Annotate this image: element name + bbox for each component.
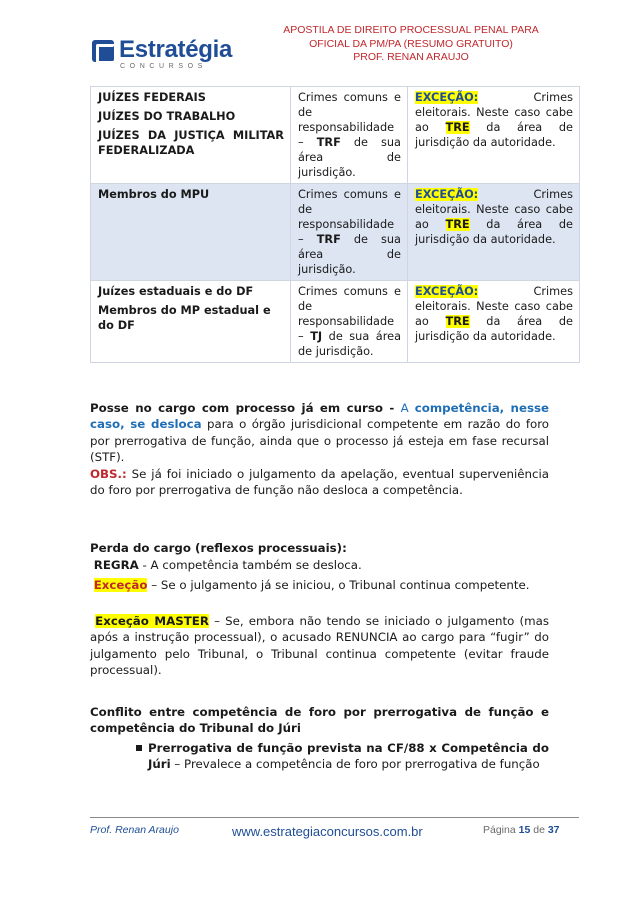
authority-line: Juízes estaduais e do DF (98, 285, 254, 298)
logo-subtitle: CONCURSOS (120, 63, 207, 70)
bullet-bold: Prerrogativa de função prevista na CF/88 x Competência do Júri (148, 741, 549, 772)
authority-cell (91, 281, 291, 363)
page-total: 37 (547, 824, 560, 836)
exception-cell (408, 184, 580, 281)
footer-divider (90, 817, 579, 818)
competence-table (90, 86, 580, 363)
exception-cell (408, 281, 580, 363)
footer-author: Prof. Renan Araujo (90, 824, 179, 836)
crimes-court: TRF (316, 136, 341, 149)
square-bullet-icon (136, 745, 142, 751)
bullet-text: – Prevalece a competência de foro por prerrogativa de função (170, 757, 540, 772)
exception-suffix: da área de jurisdição da autoridade. (415, 121, 573, 149)
footer-page-number (483, 824, 560, 836)
regra-paragraph (90, 557, 549, 573)
list-item (148, 740, 549, 773)
page-word: Página (483, 824, 516, 836)
document-header-title (275, 24, 547, 65)
header-title-line: PROF. RENAN ARAUJO (353, 51, 469, 63)
authority-line: Membros do MP estadual e do DF (98, 304, 271, 332)
master-label: Exceção MASTER (95, 614, 209, 628)
master-paragraph (90, 613, 549, 678)
excecao-text: – Se o julgamento já se iniciou, o Tribunal continua competente. (147, 578, 530, 592)
excecao-label: Exceção (93, 578, 148, 592)
estrategia-logo-icon (92, 40, 114, 62)
posse-paragraph (90, 400, 549, 465)
authority-line: JUÍZES FEDERAIS (98, 91, 206, 104)
authority-line: Membros do MPU (98, 188, 210, 201)
crimes-cell (291, 184, 408, 281)
crimes-prefix: Crimes comuns e de responsabilidade – (298, 91, 401, 149)
obs-label: OBS.: (90, 467, 127, 481)
crimes-court: TRF (316, 233, 341, 246)
page-current: 15 (518, 824, 531, 836)
authority-cell (91, 87, 291, 184)
header-title-line: OFICIAL DA PM/PA (RESUMO GRATUITO) (309, 37, 513, 50)
exception-label: EXCEÇÃO: (415, 188, 479, 201)
posse-blue-b: competência, nesse caso, se desloca (90, 401, 549, 432)
logo-name: Estratégia (119, 36, 233, 63)
perda-title-text: Perda do cargo (reflexos processuais): (90, 541, 347, 555)
posse-blue-a: A (400, 401, 409, 415)
crimes-cell (291, 281, 408, 363)
authority-line: JUÍZES DA JUSTIÇA MILITAR FEDERALIZADA (98, 129, 284, 157)
master-text: – Se, embora não tendo se iniciado o julgamento (mas após a instrução processual), o acusado RENUNCIA ao cargo para “fugir” do julgamento pelo Tribunal, o Tribunal continua competente (evitar fraude processual). (90, 614, 549, 677)
conflito-title-text: Conflito entre competência de foro por prerrogativa de função e competência do Tribunal do Júri (90, 705, 549, 736)
authority-line: JUÍZES DO TRABALHO (98, 110, 236, 123)
table-row (91, 87, 580, 184)
exception-court: TRE (445, 121, 470, 134)
exception-court: TRE (445, 315, 470, 328)
crimes-prefix: Crimes comuns e de responsabilidade – (298, 285, 401, 343)
exception-suffix: da área de jurisdição da autoridade. (415, 315, 573, 343)
estrategia-logo (92, 38, 242, 74)
table-row (91, 281, 580, 363)
obs-text: Se já foi iniciado o julgamento da apelação, eventual superveniência do foro por prerrogativa de função não desloca a competência. (90, 467, 549, 498)
obs-paragraph (90, 466, 549, 499)
crimes-suffix: de sua área de jurisdição. (298, 330, 401, 358)
perda-title (90, 540, 549, 556)
crimes-prefix: Crimes comuns e de responsabilidade – (298, 188, 401, 246)
footer-site-link[interactable]: www.estrategiaconcursos.com.br (232, 824, 423, 839)
exception-cell (408, 87, 580, 184)
exception-suffix: da área de jurisdição da autoridade. (415, 218, 573, 246)
crimes-cell (291, 87, 408, 184)
crimes-court: TJ (310, 330, 323, 343)
page-of: de (533, 824, 545, 836)
table-row (91, 184, 580, 281)
crimes-suffix: de sua área de jurisdição. (298, 233, 401, 276)
header-title-line: APOSTILA DE DIREITO PROCESSUAL PENAL PARA (283, 24, 539, 36)
exception-prefix: Crimes eleitorais. Neste caso cabe ao (415, 188, 573, 231)
regra-text: - A competência também se desloca. (138, 558, 362, 572)
exception-prefix: Crimes eleitorais. Neste caso cabe ao (415, 285, 573, 328)
posse-rest: para o órgão jurisdicional competente em razão do foro por prerrogativa de função, ainda que o processo já esteja em fase recursal (STF). (90, 417, 549, 464)
excecao-paragraph (90, 577, 549, 593)
exception-label: EXCEÇÃO: (415, 91, 479, 104)
exception-court: TRE (445, 218, 470, 231)
crimes-suffix: de sua área de jurisdição. (298, 136, 401, 179)
regra-label: REGRA (93, 558, 139, 572)
authority-cell (91, 184, 291, 281)
exception-prefix: Crimes eleitorais. Neste caso cabe ao (415, 91, 573, 134)
exception-label: EXCEÇÃO: (415, 285, 479, 298)
conflito-title (90, 704, 549, 737)
posse-lead: Posse no cargo com processo já em curso - (90, 401, 401, 415)
